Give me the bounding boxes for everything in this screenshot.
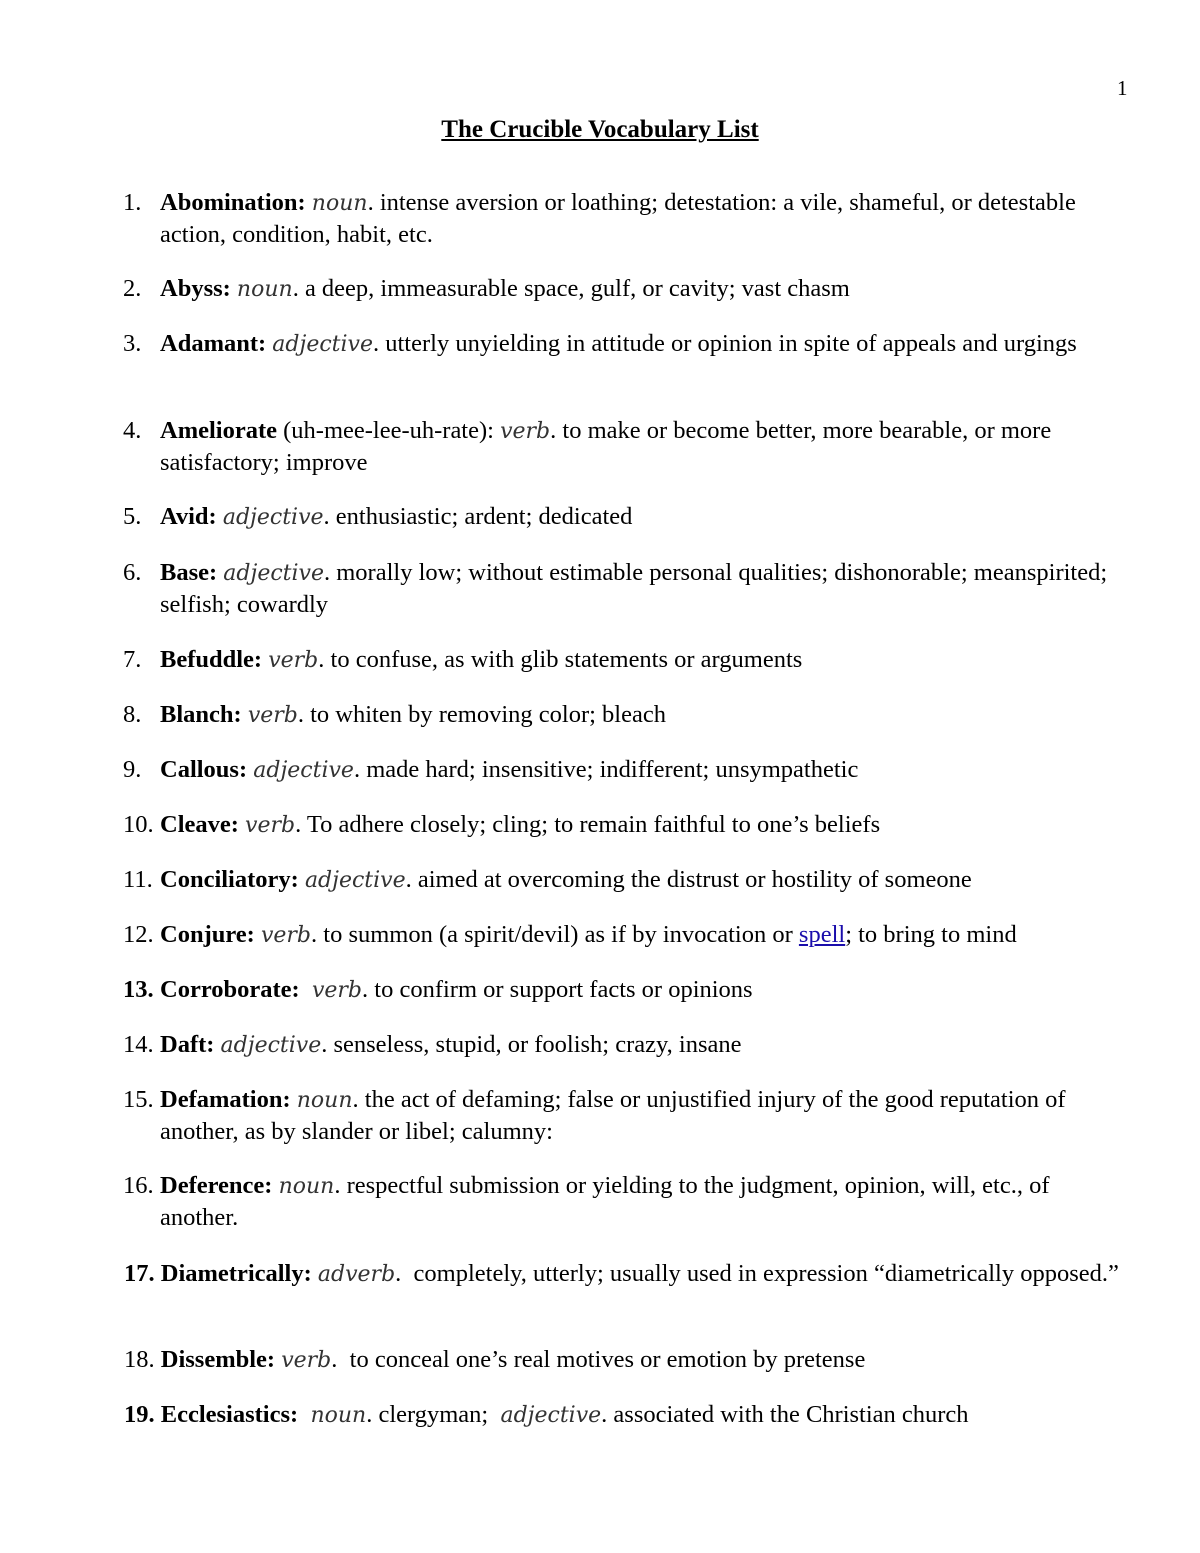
entry-definition: to summon (a spirit/devil) as if by invocation or [323,921,793,948]
document-title: The Crucible Vocabulary List [441,116,759,143]
entry-term: Adamant: [160,330,267,357]
entry-definition: clergyman; [378,1401,489,1428]
entry-number: 19. [124,1401,155,1428]
part-of-speech: adverb [317,1262,396,1287]
part-of-speech: adjective [272,332,373,357]
part-of-speech: verb [500,419,551,444]
entry-number: 9. [123,756,142,783]
entry-term: Conciliatory: [160,866,299,893]
part-of-speech: adjective [253,758,354,783]
entry-term: Base: [160,559,218,586]
entry-definition: intense aversion or loathing; detestation: a vile, shameful, or detestable action, condition, habit, etc. [160,189,1076,248]
entry-number: 5. [123,503,142,530]
entry-number: 4. [123,417,142,444]
entry-definition: to confuse, as with glib statements or arguments [330,646,803,673]
part-of-speech: verb [268,648,319,673]
entry-term: Defamation: [160,1086,291,1113]
entry-number: 10. [123,811,154,838]
entry-number: 13. [123,976,154,1003]
part-of-speech: noun [310,1403,367,1428]
entry-definition-secondary: associated with the Christian church [613,1401,969,1428]
entry-term: Cleave: [160,811,239,838]
entry-definition: made hard; insensitive; indifferent; unsympathetic [366,756,859,783]
entry-definition: to make or become better, more bearable, or more satisfactory; improve [160,417,1052,476]
entry-definition: senseless, stupid, or foolish; crazy, insane [333,1031,742,1058]
entry-definition: To adhere closely; cling; to remain faithful to one’s beliefs [306,811,881,838]
part-of-speech: verb [311,978,363,1003]
part-of-speech: adjective [222,505,324,530]
entry-term: Daft: [160,1031,215,1058]
entry-definition: a deep, immeasurable space, gulf, or cavity; vast chasm [304,275,850,302]
entry-definition: aimed at overcoming the distrust or hostility of someone [417,866,972,893]
part-of-speech: noun [296,1088,353,1113]
entry-number: 17. [124,1260,155,1287]
entry-term: Diametrically: [160,1260,312,1287]
part-of-speech: verb [247,703,298,728]
part-of-speech: verb [245,813,296,838]
part-of-speech: verb [281,1348,332,1373]
entry-definition-tail: ; to bring to mind [845,921,1017,948]
entry-number: 16. [123,1172,154,1199]
entry-term: Abomination: [160,189,306,216]
entry-definition: morally low; without estimable personal qualities; dishonorable; meanspirited; selfish; cowardly [160,559,1108,618]
entry-definition: to conceal one’s real motives or emotion by pretense [349,1346,866,1373]
part-of-speech-secondary: adjective [500,1403,602,1428]
entry-number: 12. [123,921,154,948]
part-of-speech: verb [260,923,312,948]
entry-term: Deference: [160,1172,273,1199]
entry-number: 11. [123,866,153,893]
entry-term: Abyss: [160,275,231,302]
entry-term: Blanch: [160,701,242,728]
part-of-speech: adjective [304,868,406,893]
page-number: 1 [1117,76,1128,100]
entry-definition: respectful submission or yielding to the judgment, opinion, will, etc., of another. [160,1172,1050,1231]
entry-number: 8. [123,701,142,728]
entry-pronunciation: (uh-mee-lee-uh-rate): [283,417,494,444]
entry-definition: the act of defaming; false or unjustified injury of the good reputation of another, as by slander or libel; calumny: [160,1086,1066,1145]
entry-term: Callous: [160,756,248,783]
entry-definition: to whiten by removing color; bleach [310,701,666,728]
entry-definition: to confirm or support facts or opinions [374,976,753,1003]
part-of-speech: noun [236,277,293,302]
entry-term: Ecclesiastics: [160,1401,299,1428]
part-of-speech: noun [311,191,368,216]
part-of-speech: noun [278,1174,335,1199]
entry-term: Dissemble: [160,1346,276,1373]
entry-definition: completely, utterly; usually used in expression “diametrically opposed.” [413,1260,1119,1287]
entry-term: Ameliorate [160,417,277,444]
entry-number: 7. [123,646,142,673]
entry-number: 1. [123,189,142,216]
entry-number: 2. [123,275,142,302]
entry-number: 6. [123,559,142,586]
entry-term: Corroborate: [160,976,300,1003]
entry-term: Conjure: [160,921,255,948]
entry-number: 18. [124,1346,155,1373]
entry-number: 3. [123,330,142,357]
part-of-speech: adjective [223,561,324,586]
entry-definition: utterly unyielding in attitude or opinion in spite of appeals and urgings [385,330,1077,357]
entry-term: Befuddle: [160,646,263,673]
entry-term: Avid: [160,503,217,530]
part-of-speech: adjective [220,1033,322,1058]
entry-number: 14. [123,1031,154,1058]
spell-link[interactable]: spell [798,921,846,948]
entry-definition: enthusiastic; ardent; dedicated [335,503,633,530]
entry-number: 15. [123,1086,154,1113]
